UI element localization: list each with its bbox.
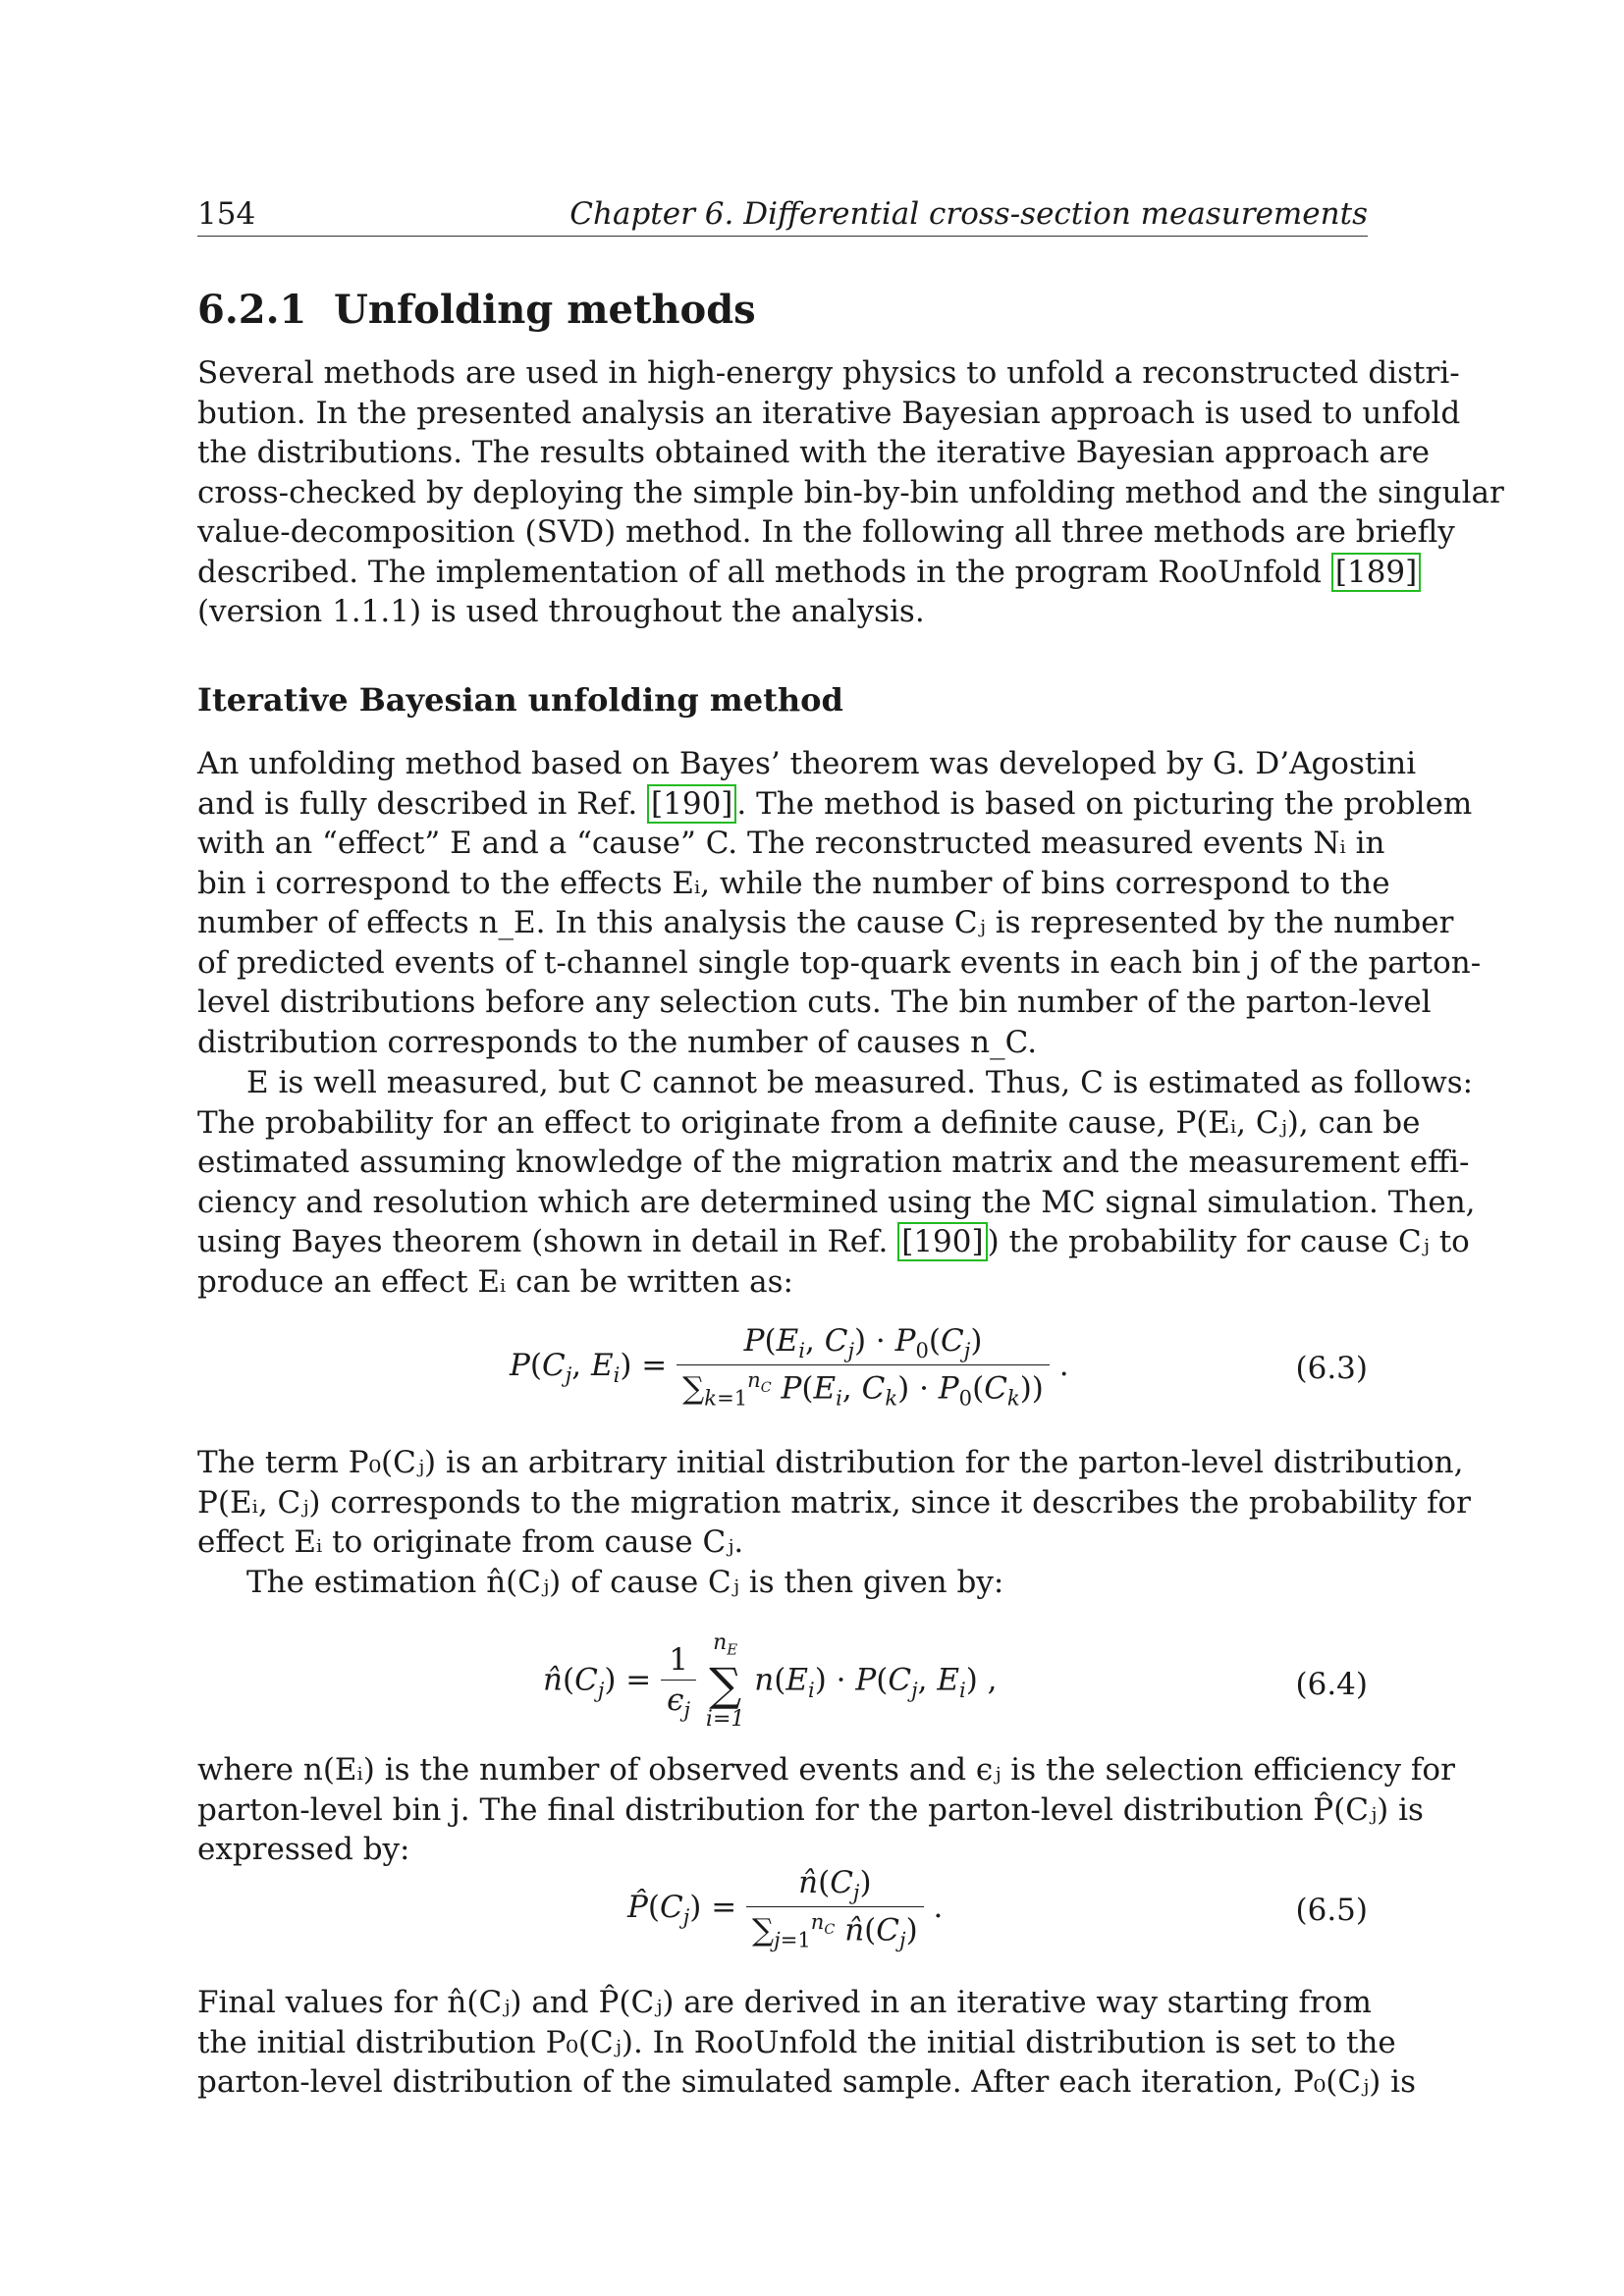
estimate-paragraph	[197, 1063, 1476, 1302]
text-line: bin i correspond to the effects Eᵢ, while the number of bins correspond to the	[197, 865, 1390, 901]
citation-link-190-b[interactable]: [190]	[897, 1222, 987, 1261]
equation-number: (6.4)	[1295, 1667, 1368, 1702]
section-title: Unfolding methods	[334, 287, 756, 333]
text-line: bution. In the presented analysis an iterative Bayesian approach is used to unfold	[197, 395, 1461, 431]
text-line: the distributions. The results obtained with the iterative Bayesian approach are	[197, 435, 1430, 470]
text-line: with an “effect” E and a “cause” C. The reconstructed measured events Nᵢ in	[197, 826, 1385, 861]
text-line: distribution corresponds to the number of causes n_C.	[197, 1024, 1038, 1060]
citation-link-189[interactable]: [189]	[1331, 553, 1421, 592]
text-line: Final values for n̂(Cⱼ) and P̂(Cⱼ) are derived in an iterative way starting from	[197, 1985, 1372, 2020]
text-line: The estimation n̂(Cⱼ) of cause Cⱼ is then given by:	[246, 1564, 1004, 1600]
term-paragraph	[197, 1443, 1471, 1602]
equation-number: (6.3)	[1295, 1351, 1368, 1386]
text-line: Several methods are used in high-energy physics to unfold a reconstructed distri-	[197, 355, 1460, 391]
text-line: The probability for an effect to originate from a definite cause, P(Eᵢ, Cⱼ), can be	[197, 1104, 1421, 1141]
text-line: cross-checked by deploying the simple bin-by-bin unfolding method and the singular	[197, 474, 1504, 510]
text-line: parton-level bin j. The final distribution for the parton-level distribution P̂(Cⱼ) is	[197, 1791, 1424, 1828]
text-line: where n(Eᵢ) is the number of observed events and ϵⱼ is the selection efficiency for	[197, 1752, 1455, 1788]
text-line: An unfolding method based on Bayes’ theorem was developed by G. D’Agostini	[197, 746, 1417, 781]
section-heading	[197, 287, 756, 333]
text-line: expressed by:	[197, 1832, 410, 1867]
text-line: produce an effect Eᵢ can be written as:	[197, 1263, 793, 1300]
text-line: P(Eᵢ, Cⱼ) corresponds to the migration matrix, since it describes the probability for	[197, 1484, 1471, 1521]
equation-number: (6.5)	[1295, 1893, 1368, 1928]
text-line: and is fully described in Ref. [190] . The method is based on picturing the problem	[197, 785, 1473, 822]
final-paragraph	[197, 1983, 1416, 2103]
text-line: number of effects n_E. In this analysis the cause Cⱼ is represented by the number	[197, 905, 1454, 940]
text-line: E is well measured, but C cannot be measured. Thus, C is estimated as follows:	[246, 1065, 1474, 1100]
equation-6-3	[197, 1323, 1368, 1421]
text-line: level distributions before any selection cuts. The bin number of the parton-level	[197, 985, 1432, 1020]
text-line: of predicted events of t-channel single top-quark events in each bin j of the parton-	[197, 944, 1482, 981]
equation-body: $P̂(C_j)$ = $\frac{n̂(C_j)}{\sum_{j=1}^{n_C} n̂(C_j)}$ .	[627, 1865, 944, 1952]
section-number: 6.2.1	[197, 287, 307, 333]
text-line: ciency and resolution which are determined using the MC signal simulation. Then,	[197, 1184, 1476, 1220]
equation-body: $P(C_j$, $E_i$) = $\frac{P(E_i, C_j) \cdot P_0(C_j)}{\sum_{k=1}^{n_C} P(E_i, C_k) \cdot P_0(C_k))}$ .	[510, 1323, 1069, 1411]
text-line: estimated assuming knowledge of the migration matrix and the measurement effi-	[197, 1145, 1470, 1180]
text-line: The term P₀(Cⱼ) is an arbitrary initial distribution for the parton-level distribution,	[197, 1445, 1464, 1480]
bayes-paragraph	[197, 744, 1482, 1062]
subsection-heading: Iterative Bayesian unfolding method	[197, 681, 843, 719]
text-line: effect Eᵢ to originate from cause Cⱼ.	[197, 1524, 744, 1560]
running-header	[197, 192, 1368, 237]
text-line: (version 1.1.1) is used throughout the analysis.	[197, 594, 925, 629]
equation-6-5	[197, 1865, 1368, 1963]
text-line: using Bayes theorem (shown in detail in Ref. [190] ) the probability for cause Cⱼ to	[197, 1224, 1470, 1259]
text-line: parton-level distribution of the simulated sample. After each iteration, P₀(Cⱼ) is	[197, 2064, 1416, 2100]
equation-body: $n̂(C_j)$ = $\frac{1}{\epsilon_j}$ $n_E$ ∑ i=1 $n(E_i) \cdot P(C_j$, $E_i$) ,	[543, 1630, 998, 1733]
page-number: 154	[197, 196, 256, 232]
chapter-title: Chapter 6. Differential cross-section measurements	[569, 196, 1368, 232]
text-line: the initial distribution P₀(Cⱼ). In RooUnfold the initial distribution is set to the	[197, 2024, 1396, 2060]
citation-link-190[interactable]: [190]	[647, 784, 736, 824]
where-paragraph	[197, 1750, 1455, 1870]
text-line: described. The implementation of all methods in the program RooUnfold [189]	[197, 553, 1368, 593]
text-line: value-decomposition (SVD) method. In the following all three methods are briefly	[197, 514, 1455, 550]
intro-paragraph	[197, 353, 1504, 632]
equation-6-4	[197, 1629, 1368, 1747]
